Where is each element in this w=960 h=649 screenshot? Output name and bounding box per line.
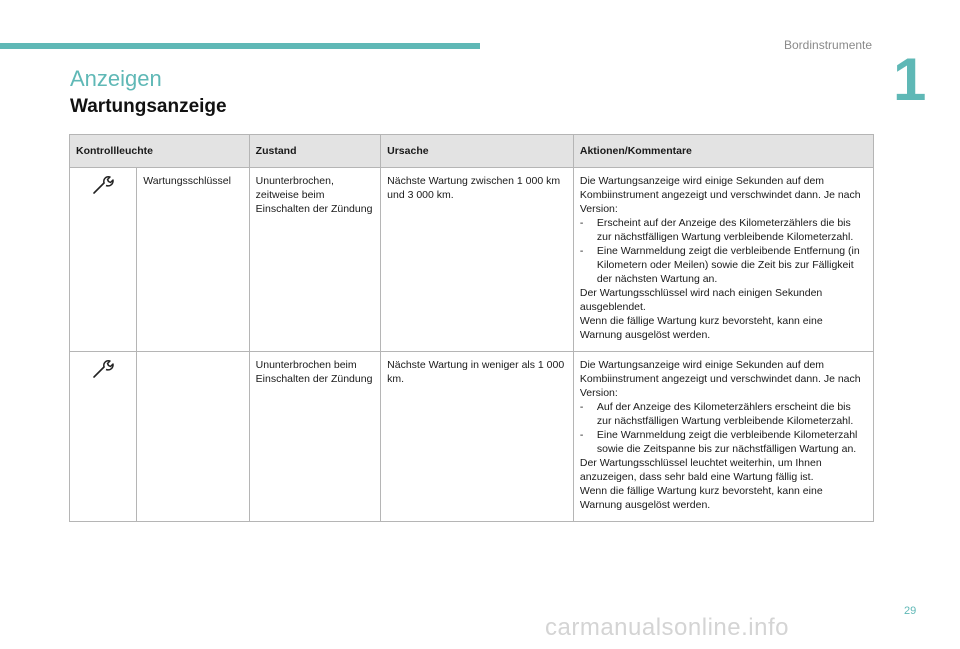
kommentar-note: Der Wartungsschlüssel leuchtet weiterhin, um Ihnen anzuzeigen, dass sehr bald eine Wartung fällig ist. [579, 457, 822, 483]
kommentar-cell [573, 168, 873, 352]
page-number: 29 [904, 605, 917, 617]
kommentar-bullet: - Eine Warnmeldung zeigt die verbleibende Entfernung (in Kilometern oder Meilen) sowie die Zeit bis zur Fälligkeit der nächsten Wartung an. [580, 244, 867, 286]
page-title: Anzeigen [70, 66, 162, 91]
kommentar-intro: Die Wartungsanzeige wird einige Sekunden auf dem Kombiinstrument angezeigt und verschwindet dann. Je nach Version: [579, 175, 861, 215]
kommentar-note: Wenn die fällige Wartung kurz bevorsteht, kann eine Warnung ausgelöst werden. [579, 315, 823, 341]
kommentar-bullet: - Erscheint auf der Anzeige des Kilometerzählers die bis zur nächstfälligen Wartung verbleibende Kilometerzahl. [580, 216, 867, 244]
zustand-cell: Ununterbrochen beim Einschalten der Zündung [249, 352, 380, 522]
ursache-cell: Nächste Wartung in weniger als 1 000 km. [381, 352, 574, 522]
section-title: Bordinstrumente [784, 38, 873, 52]
column-header-kontrollleuchte: Kontrollleuchte [70, 135, 250, 168]
kommentar-intro: Die Wartungsanzeige wird einige Sekunden auf dem Kombiinstrument angezeigt und verschwindet dann. Je nach Version: [579, 359, 861, 399]
kommentar-bullet-text: Eine Warnmeldung zeigt die verbleibende Kilometerzahl sowie die Zeitspanne bis zur nächstfälligen Wartung an. [596, 429, 858, 455]
zustand-cell: Ununterbrochen, zeitweise beim Einschalten der Zündung [249, 168, 380, 352]
column-header-zustand: Zustand [249, 135, 380, 168]
indicator-name [137, 352, 249, 522]
kommentar-cell [573, 352, 873, 522]
maintenance-table [69, 134, 874, 522]
chapter-number: 1 [893, 46, 927, 113]
wrench-icon [91, 371, 115, 383]
ursache-cell: Nächste Wartung zwischen 1 000 km und 3 000 km. [381, 168, 574, 352]
watermark: carmanualsonline.info [545, 614, 789, 641]
kommentar-bullet-text: Eine Warnmeldung zeigt die verbleibende Entfernung (in Kilometern oder Meilen) sowie die Zeit bis zur Fälligkeit der nächsten Wartung an. [596, 245, 860, 285]
page-subtitle: Wartungsanzeige [70, 96, 227, 117]
indicator-name: Wartungsschlüssel [137, 168, 249, 352]
kommentar-bullet-text: Erscheint auf der Anzeige des Kilometerzählers die bis zur nächstfälligen Wartung verbleibende Kilometerzahl. [596, 217, 854, 243]
indicator-cell [70, 168, 137, 352]
kommentar-bullet-text: Auf der Anzeige des Kilometerzählers erscheint die bis zur nächstfälligen Wartung verbleibende Kilometerzahl. [596, 401, 854, 427]
column-header-kommentare: Aktionen/Kommentare [573, 135, 873, 168]
wrench-icon [91, 187, 115, 199]
table-row [70, 352, 874, 522]
indicator-cell [70, 352, 137, 522]
kommentar-note: Der Wartungsschlüssel wird nach einigen Sekunden ausgeblendet. [579, 287, 823, 313]
kommentar-bullet: - Eine Warnmeldung zeigt die verbleibende Kilometerzahl sowie die Zeitspanne bis zur nächstfälligen Wartung an. [580, 428, 867, 456]
header-accent-bar [0, 43, 480, 49]
kommentar-note: Wenn die fällige Wartung kurz bevorsteht, kann eine Warnung ausgelöst werden. [579, 485, 823, 511]
kommentar-bullet: - Auf der Anzeige des Kilometerzählers erscheint die bis zur nächstfälligen Wartung verbleibende Kilometerzahl. [580, 400, 867, 428]
table-header-row [70, 135, 874, 168]
column-header-ursache: Ursache [381, 135, 574, 168]
table-row [70, 168, 874, 352]
